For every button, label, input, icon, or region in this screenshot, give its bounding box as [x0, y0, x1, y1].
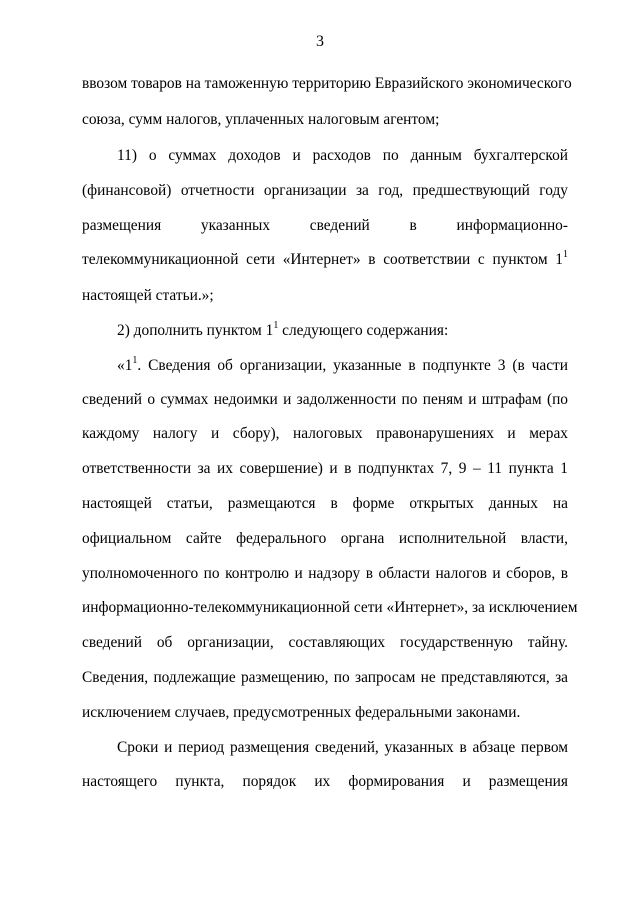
text-line: информационно-телекоммуникационной сети «Интернет», за исключением	[82, 599, 578, 616]
text-line-with-superscript	[117, 321, 568, 341]
text-line: настоящей статьи.»;	[82, 287, 214, 304]
text-line: сведений об организации, составляющих государственную тайну.	[82, 634, 568, 651]
text-line: настоящей статьи, размещаются в форме открытых данных на	[82, 495, 568, 512]
text-line: ответственности за их совершение) и в подпунктах 7, 9 – 11 пункта 1	[82, 460, 568, 477]
superscript: 1	[563, 249, 568, 260]
text-line: исключением случаев, предусмотренных федеральными законами.	[82, 704, 521, 721]
text-line: союза, сумм налогов, уплаченных налоговым агентом;	[82, 111, 440, 128]
text-segment: телекоммуникационной сети «Интернет» в соответствии с пунктом 1	[82, 251, 563, 268]
text-line: Сроки и период размещения сведений, указанных в абзаце первом	[117, 739, 568, 756]
text-line: официальном сайте федерального органа исполнительной власти,	[82, 530, 568, 547]
text-line: сведений о суммах недоимки и задолженности по пеням и штрафам (по	[82, 391, 568, 408]
text-line: каждому налогу и сбору), налоговых правонарушениях и мерах	[82, 425, 568, 442]
text-segment: «1	[117, 357, 133, 374]
text-segment: . Сведения об организации, указанные в подпункте 3 (в части	[137, 357, 568, 374]
text-segment: 2) дополнить пунктом 1	[117, 322, 274, 339]
superscript: 1	[273, 320, 279, 331]
text-line-with-superscript	[117, 356, 568, 376]
text-line: уполномоченного по контролю и надзору в области налогов и сборов, в	[82, 565, 568, 582]
text-line: Сведения, подлежащие размещению, по запросам не представляются, за	[82, 669, 568, 686]
text-line-with-superscript	[82, 250, 568, 270]
page-number: 3	[316, 33, 324, 50]
text-segment: следующего содержания:	[278, 322, 449, 339]
text-line: 11) о суммах доходов и расходов по данным бухгалтерской	[117, 147, 568, 164]
superscript: 1	[132, 355, 138, 366]
text-line: настоящего пункта, порядок их формирования и размещения	[82, 773, 568, 790]
text-line: (финансовой) отчетности организации за год, предшествующий году	[82, 182, 568, 199]
text-line: размещения указанных сведений в информационно-	[82, 217, 568, 234]
text-line: ввозом товаров на таможенную территорию Евразийского экономического	[82, 75, 572, 92]
